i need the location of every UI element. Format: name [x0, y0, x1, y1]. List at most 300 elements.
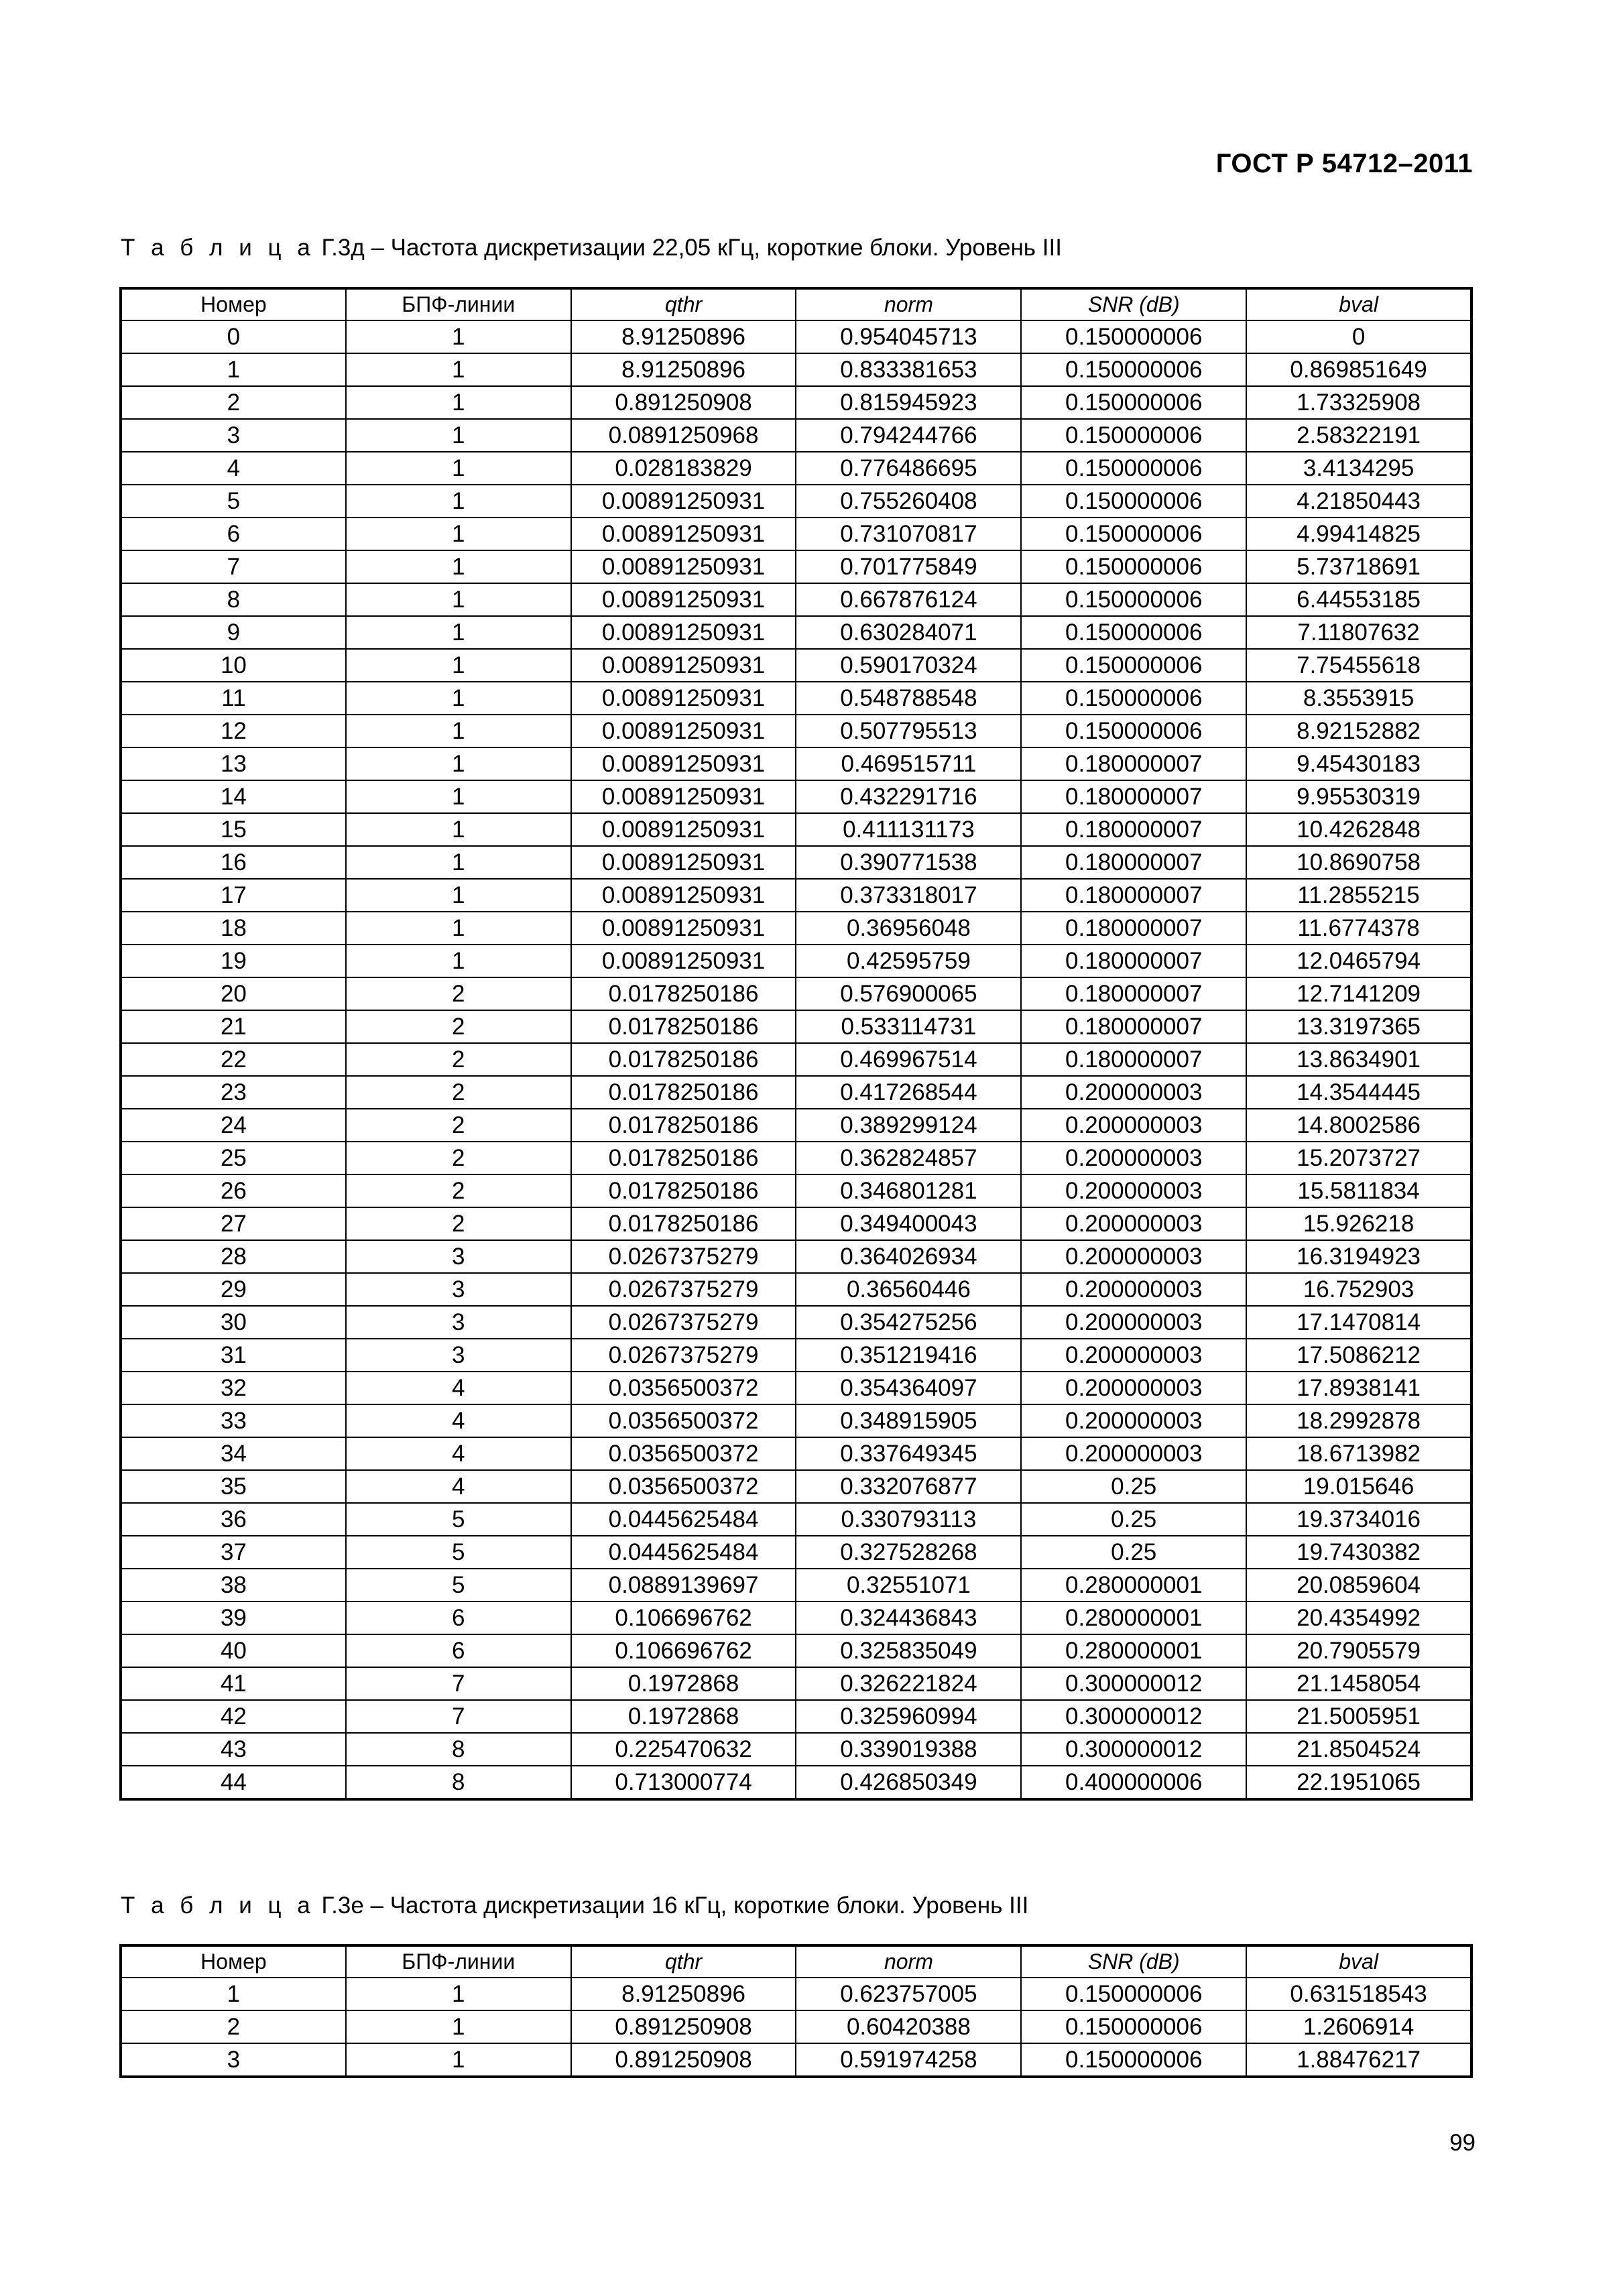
- cell-number: 2: [121, 2010, 346, 2043]
- table-row: [121, 485, 1471, 518]
- cell-norm: 0.590170324: [796, 649, 1021, 682]
- table-row: [121, 1470, 1471, 1503]
- cell-bval: 0.869851649: [1246, 353, 1471, 386]
- cell-bval: 1.88476217: [1246, 2043, 1471, 2077]
- cell-number: 38: [121, 1569, 346, 1602]
- cell-number: 26: [121, 1174, 346, 1207]
- table-row: [121, 682, 1471, 715]
- table-row: [121, 912, 1471, 945]
- cell-number: 4: [121, 452, 346, 485]
- cell-bval: 8.92152882: [1246, 715, 1471, 747]
- table-row: [121, 649, 1471, 682]
- cell-norm: 0.755260408: [796, 485, 1021, 518]
- cell-snr: 0.150000006: [1021, 715, 1246, 747]
- cell-qthr: 0.0267375279: [571, 1240, 796, 1273]
- table2-header-row: [121, 1945, 1471, 1978]
- cell-number: 28: [121, 1240, 346, 1273]
- column-header-bval: bval: [1246, 288, 1471, 320]
- cell-snr: 0.150000006: [1021, 419, 1246, 452]
- cell-qthr: 0.0356500372: [571, 1437, 796, 1470]
- table-g3e: [119, 1944, 1473, 2078]
- cell-snr: 0.150000006: [1021, 616, 1246, 649]
- table-row: [121, 452, 1471, 485]
- cell-bval: 2.58322191: [1246, 419, 1471, 452]
- table-row: [121, 583, 1471, 616]
- cell-qthr: 0.0445625484: [571, 1536, 796, 1569]
- cell-qthr: 0.0356500372: [571, 1470, 796, 1503]
- column-header-snr: SNR (dB): [1021, 288, 1246, 320]
- cell-fft-lines: 1: [346, 747, 571, 780]
- table-row: [121, 320, 1471, 353]
- cell-norm: 0.623757005: [796, 1978, 1021, 2010]
- table1-caption: [121, 235, 1062, 261]
- cell-snr: 0.180000007: [1021, 912, 1246, 945]
- table-row: [121, 386, 1471, 419]
- cell-bval: 0.631518543: [1246, 1978, 1471, 2010]
- cell-fft-lines: 2: [346, 1010, 571, 1043]
- cell-fft-lines: 1: [346, 2043, 571, 2077]
- cell-norm: 0.701775849: [796, 550, 1021, 583]
- cell-qthr: 0.00891250931: [571, 945, 796, 977]
- cell-fft-lines: 1: [346, 386, 571, 419]
- cell-fft-lines: 1: [346, 616, 571, 649]
- cell-norm: 0.354364097: [796, 1372, 1021, 1404]
- cell-norm: 0.630284071: [796, 616, 1021, 649]
- cell-bval: 22.1951065: [1246, 1766, 1471, 1799]
- cell-norm: 0.339019388: [796, 1733, 1021, 1766]
- cell-norm: 0.351219416: [796, 1339, 1021, 1372]
- table-row: [121, 1372, 1471, 1404]
- cell-fft-lines: 2: [346, 1174, 571, 1207]
- cell-bval: 11.6774378: [1246, 912, 1471, 945]
- table1-caption-label: Т а б л и ц а: [121, 235, 315, 261]
- cell-snr: 0.280000001: [1021, 1602, 1246, 1634]
- cell-number: 6: [121, 518, 346, 550]
- cell-qthr: 0.1972868: [571, 1700, 796, 1733]
- cell-fft-lines: 1: [346, 813, 571, 846]
- cell-norm: 0.349400043: [796, 1207, 1021, 1240]
- cell-bval: 7.75455618: [1246, 649, 1471, 682]
- cell-number: 32: [121, 1372, 346, 1404]
- column-header-qthr: qthr: [571, 1945, 796, 1978]
- cell-snr: 0.200000003: [1021, 1076, 1246, 1109]
- cell-qthr: 0.891250908: [571, 2010, 796, 2043]
- cell-bval: 7.11807632: [1246, 616, 1471, 649]
- cell-fft-lines: 5: [346, 1503, 571, 1536]
- table2-caption-text: Г.3е – Частота дискретизации 16 кГц, короткие блоки. Уровень III: [321, 1892, 1029, 1919]
- cell-snr: 0.150000006: [1021, 1978, 1246, 2010]
- cell-bval: 9.45430183: [1246, 747, 1471, 780]
- cell-number: 39: [121, 1602, 346, 1634]
- table-row: [121, 780, 1471, 813]
- cell-fft-lines: 3: [346, 1339, 571, 1372]
- cell-qthr: 0.891250908: [571, 2043, 796, 2077]
- cell-number: 30: [121, 1306, 346, 1339]
- table-row: [121, 1569, 1471, 1602]
- cell-number: 20: [121, 977, 346, 1010]
- cell-norm: 0.373318017: [796, 879, 1021, 912]
- table-row: [121, 1978, 1471, 2010]
- cell-fft-lines: 2: [346, 1109, 571, 1142]
- cell-snr: 0.200000003: [1021, 1306, 1246, 1339]
- cell-fft-lines: 1: [346, 715, 571, 747]
- cell-fft-lines: 7: [346, 1700, 571, 1733]
- cell-bval: 20.4354992: [1246, 1602, 1471, 1634]
- cell-snr: 0.150000006: [1021, 452, 1246, 485]
- cell-bval: 15.2073727: [1246, 1142, 1471, 1174]
- cell-qthr: 0.106696762: [571, 1602, 796, 1634]
- cell-norm: 0.42595759: [796, 945, 1021, 977]
- cell-snr: 0.200000003: [1021, 1142, 1246, 1174]
- cell-bval: 14.3544445: [1246, 1076, 1471, 1109]
- table1-header-row: [121, 288, 1471, 320]
- column-header-fft-lines: БПФ-линии: [346, 288, 571, 320]
- cell-qthr: 8.91250896: [571, 1978, 796, 2010]
- cell-bval: 14.8002586: [1246, 1109, 1471, 1142]
- table-row: [121, 747, 1471, 780]
- cell-qthr: 0.0178250186: [571, 1010, 796, 1043]
- cell-bval: 21.1458054: [1246, 1667, 1471, 1700]
- cell-snr: 0.25: [1021, 1503, 1246, 1536]
- cell-snr: 0.150000006: [1021, 2043, 1246, 2077]
- cell-norm: 0.36956048: [796, 912, 1021, 945]
- cell-norm: 0.794244766: [796, 419, 1021, 452]
- cell-snr: 0.150000006: [1021, 386, 1246, 419]
- cell-number: 22: [121, 1043, 346, 1076]
- cell-bval: 21.8504524: [1246, 1733, 1471, 1766]
- table-row: [121, 1404, 1471, 1437]
- cell-qthr: 0.00891250931: [571, 715, 796, 747]
- column-header-norm: norm: [796, 288, 1021, 320]
- cell-fft-lines: 2: [346, 1142, 571, 1174]
- cell-number: 27: [121, 1207, 346, 1240]
- cell-number: 0: [121, 320, 346, 353]
- cell-norm: 0.731070817: [796, 518, 1021, 550]
- cell-snr: 0.150000006: [1021, 518, 1246, 550]
- cell-snr: 0.180000007: [1021, 977, 1246, 1010]
- cell-norm: 0.362824857: [796, 1142, 1021, 1174]
- cell-fft-lines: 2: [346, 1207, 571, 1240]
- cell-qthr: 0.00891250931: [571, 813, 796, 846]
- cell-snr: 0.150000006: [1021, 583, 1246, 616]
- cell-fft-lines: 7: [346, 1667, 571, 1700]
- cell-snr: 0.180000007: [1021, 780, 1246, 813]
- document-id: ГОСТ Р 54712–2011: [1215, 149, 1473, 178]
- cell-qthr: 0.0267375279: [571, 1273, 796, 1306]
- cell-fft-lines: 1: [346, 320, 571, 353]
- cell-fft-lines: 6: [346, 1634, 571, 1667]
- cell-fft-lines: 1: [346, 583, 571, 616]
- cell-bval: 17.1470814: [1246, 1306, 1471, 1339]
- cell-norm: 0.325960994: [796, 1700, 1021, 1733]
- cell-norm: 0.364026934: [796, 1240, 1021, 1273]
- cell-bval: 19.7430382: [1246, 1536, 1471, 1569]
- cell-norm: 0.417268544: [796, 1076, 1021, 1109]
- cell-norm: 0.815945923: [796, 386, 1021, 419]
- column-header-fft-lines: БПФ-линии: [346, 1945, 571, 1978]
- column-header-snr: SNR (dB): [1021, 1945, 1246, 1978]
- cell-snr: 0.200000003: [1021, 1339, 1246, 1372]
- table-row: [121, 1766, 1471, 1799]
- cell-fft-lines: 5: [346, 1569, 571, 1602]
- cell-norm: 0.60420388: [796, 2010, 1021, 2043]
- table2-body: [121, 1978, 1471, 2077]
- cell-number: 8: [121, 583, 346, 616]
- cell-norm: 0.337649345: [796, 1437, 1021, 1470]
- cell-number: 3: [121, 2043, 346, 2077]
- cell-qthr: 0.0889139697: [571, 1569, 796, 1602]
- cell-snr: 0.400000006: [1021, 1766, 1246, 1799]
- table2-caption-label: Т а б л и ц а: [121, 1892, 315, 1919]
- cell-number: 2: [121, 386, 346, 419]
- cell-snr: 0.180000007: [1021, 813, 1246, 846]
- cell-bval: 17.8938141: [1246, 1372, 1471, 1404]
- table-row: [121, 1634, 1471, 1667]
- cell-number: 40: [121, 1634, 346, 1667]
- table-row: [121, 2010, 1471, 2043]
- cell-qthr: 0.0178250186: [571, 1207, 796, 1240]
- table-row: [121, 813, 1471, 846]
- cell-qthr: 0.0356500372: [571, 1372, 796, 1404]
- cell-qthr: 0.00891250931: [571, 879, 796, 912]
- cell-norm: 0.389299124: [796, 1109, 1021, 1142]
- table-row: [121, 353, 1471, 386]
- column-header-norm: norm: [796, 1945, 1021, 1978]
- cell-qthr: 0.00891250931: [571, 912, 796, 945]
- cell-bval: 13.8634901: [1246, 1043, 1471, 1076]
- cell-fft-lines: 4: [346, 1437, 571, 1470]
- cell-qthr: 0.0178250186: [571, 1174, 796, 1207]
- cell-qthr: 0.0178250186: [571, 1076, 796, 1109]
- cell-number: 25: [121, 1142, 346, 1174]
- cell-snr: 0.150000006: [1021, 485, 1246, 518]
- cell-norm: 0.548788548: [796, 682, 1021, 715]
- cell-number: 9: [121, 616, 346, 649]
- cell-qthr: 0.00891250931: [571, 682, 796, 715]
- cell-qthr: 0.0356500372: [571, 1404, 796, 1437]
- cell-number: 36: [121, 1503, 346, 1536]
- cell-norm: 0.348915905: [796, 1404, 1021, 1437]
- cell-bval: 0: [1246, 320, 1471, 353]
- cell-number: 19: [121, 945, 346, 977]
- cell-number: 44: [121, 1766, 346, 1799]
- cell-number: 16: [121, 846, 346, 879]
- cell-number: 1: [121, 353, 346, 386]
- cell-bval: 12.0465794: [1246, 945, 1471, 977]
- cell-number: 18: [121, 912, 346, 945]
- cell-number: 14: [121, 780, 346, 813]
- cell-norm: 0.327528268: [796, 1536, 1021, 1569]
- table-row: [121, 616, 1471, 649]
- cell-number: 42: [121, 1700, 346, 1733]
- cell-norm: 0.326221824: [796, 1667, 1021, 1700]
- table-row: [121, 1602, 1471, 1634]
- cell-snr: 0.180000007: [1021, 879, 1246, 912]
- cell-fft-lines: 4: [346, 1470, 571, 1503]
- cell-norm: 0.32551071: [796, 1569, 1021, 1602]
- cell-fft-lines: 6: [346, 1602, 571, 1634]
- cell-bval: 19.3734016: [1246, 1503, 1471, 1536]
- cell-number: 1: [121, 1978, 346, 2010]
- table-row: [121, 550, 1471, 583]
- cell-qthr: 0.00891250931: [571, 780, 796, 813]
- table-row: [121, 1503, 1471, 1536]
- cell-qthr: 0.00891250931: [571, 747, 796, 780]
- cell-fft-lines: 1: [346, 550, 571, 583]
- cell-norm: 0.346801281: [796, 1174, 1021, 1207]
- cell-snr: 0.200000003: [1021, 1240, 1246, 1273]
- cell-snr: 0.300000012: [1021, 1667, 1246, 1700]
- cell-norm: 0.833381653: [796, 353, 1021, 386]
- cell-number: 5: [121, 485, 346, 518]
- cell-snr: 0.200000003: [1021, 1207, 1246, 1240]
- cell-fft-lines: 1: [346, 353, 571, 386]
- cell-bval: 3.4134295: [1246, 452, 1471, 485]
- cell-norm: 0.354275256: [796, 1306, 1021, 1339]
- cell-fft-lines: 1: [346, 1978, 571, 2010]
- cell-qthr: 0.028183829: [571, 452, 796, 485]
- cell-fft-lines: 1: [346, 846, 571, 879]
- cell-norm: 0.330793113: [796, 1503, 1021, 1536]
- cell-number: 24: [121, 1109, 346, 1142]
- cell-fft-lines: 1: [346, 682, 571, 715]
- cell-qthr: 0.0891250968: [571, 419, 796, 452]
- table-g3d: [119, 287, 1473, 1801]
- cell-bval: 20.7905579: [1246, 1634, 1471, 1667]
- table1-caption-text: Г.3д – Частота дискретизации 22,05 кГц, короткие блоки. Уровень III: [321, 235, 1062, 261]
- cell-bval: 19.015646: [1246, 1470, 1471, 1503]
- cell-snr: 0.180000007: [1021, 747, 1246, 780]
- table-row: [121, 419, 1471, 452]
- cell-fft-lines: 1: [346, 649, 571, 682]
- cell-snr: 0.150000006: [1021, 550, 1246, 583]
- cell-norm: 0.432291716: [796, 780, 1021, 813]
- cell-number: 13: [121, 747, 346, 780]
- table-row: [121, 1240, 1471, 1273]
- cell-number: 31: [121, 1339, 346, 1372]
- cell-norm: 0.411131173: [796, 813, 1021, 846]
- cell-norm: 0.469967514: [796, 1043, 1021, 1076]
- cell-norm: 0.390771538: [796, 846, 1021, 879]
- cell-fft-lines: 4: [346, 1372, 571, 1404]
- cell-bval: 16.3194923: [1246, 1240, 1471, 1273]
- table-row: [121, 1043, 1471, 1076]
- cell-qthr: 8.91250896: [571, 353, 796, 386]
- cell-bval: 15.926218: [1246, 1207, 1471, 1240]
- cell-fft-lines: 2: [346, 1076, 571, 1109]
- cell-qthr: 0.0178250186: [571, 1109, 796, 1142]
- cell-fft-lines: 1: [346, 419, 571, 452]
- cell-fft-lines: 2: [346, 977, 571, 1010]
- cell-bval: 15.5811834: [1246, 1174, 1471, 1207]
- cell-fft-lines: 1: [346, 452, 571, 485]
- cell-snr: 0.280000001: [1021, 1634, 1246, 1667]
- cell-number: 29: [121, 1273, 346, 1306]
- cell-fft-lines: 8: [346, 1766, 571, 1799]
- cell-snr: 0.180000007: [1021, 1043, 1246, 1076]
- cell-qthr: 0.713000774: [571, 1766, 796, 1799]
- table-row: [121, 715, 1471, 747]
- table-row: [121, 1306, 1471, 1339]
- cell-qthr: 0.00891250931: [571, 550, 796, 583]
- column-header-bval: bval: [1246, 1945, 1471, 1978]
- cell-bval: 9.95530319: [1246, 780, 1471, 813]
- cell-bval: 16.752903: [1246, 1273, 1471, 1306]
- cell-bval: 4.99414825: [1246, 518, 1471, 550]
- cell-qthr: 0.00891250931: [571, 485, 796, 518]
- cell-snr: 0.25: [1021, 1536, 1246, 1569]
- table-row: [121, 2043, 1471, 2077]
- cell-qthr: 0.00891250931: [571, 846, 796, 879]
- cell-qthr: 0.00891250931: [571, 616, 796, 649]
- table-row: [121, 1667, 1471, 1700]
- table-row: [121, 1142, 1471, 1174]
- cell-number: 34: [121, 1437, 346, 1470]
- cell-qthr: 0.00891250931: [571, 518, 796, 550]
- column-header-qthr: qthr: [571, 288, 796, 320]
- cell-fft-lines: 3: [346, 1240, 571, 1273]
- table-row: [121, 1437, 1471, 1470]
- cell-fft-lines: 2: [346, 1043, 571, 1076]
- cell-norm: 0.954045713: [796, 320, 1021, 353]
- cell-norm: 0.332076877: [796, 1470, 1021, 1503]
- cell-qthr: 0.0267375279: [571, 1339, 796, 1372]
- cell-fft-lines: 3: [346, 1306, 571, 1339]
- table1-body: [121, 320, 1471, 1799]
- cell-bval: 4.21850443: [1246, 485, 1471, 518]
- table-row: [121, 1109, 1471, 1142]
- cell-number: 33: [121, 1404, 346, 1437]
- cell-norm: 0.667876124: [796, 583, 1021, 616]
- cell-bval: 12.7141209: [1246, 977, 1471, 1010]
- cell-qthr: 0.0178250186: [571, 1043, 796, 1076]
- cell-qthr: 0.1972868: [571, 1667, 796, 1700]
- cell-qthr: 0.00891250931: [571, 649, 796, 682]
- cell-snr: 0.180000007: [1021, 1010, 1246, 1043]
- table-row: [121, 1273, 1471, 1306]
- cell-fft-lines: 1: [346, 518, 571, 550]
- cell-bval: 10.4262848: [1246, 813, 1471, 846]
- cell-number: 23: [121, 1076, 346, 1109]
- cell-qthr: 0.00891250931: [571, 583, 796, 616]
- table2-caption: [121, 1892, 1028, 1919]
- table-row: [121, 1174, 1471, 1207]
- cell-snr: 0.180000007: [1021, 945, 1246, 977]
- cell-snr: 0.200000003: [1021, 1372, 1246, 1404]
- cell-fft-lines: 1: [346, 485, 571, 518]
- cell-fft-lines: 3: [346, 1273, 571, 1306]
- table-row: [121, 1536, 1471, 1569]
- cell-snr: 0.200000003: [1021, 1273, 1246, 1306]
- cell-qthr: 8.91250896: [571, 320, 796, 353]
- cell-bval: 5.73718691: [1246, 550, 1471, 583]
- cell-qthr: 0.225470632: [571, 1733, 796, 1766]
- cell-snr: 0.200000003: [1021, 1109, 1246, 1142]
- table-row: [121, 1733, 1471, 1766]
- cell-snr: 0.180000007: [1021, 846, 1246, 879]
- cell-number: 43: [121, 1733, 346, 1766]
- cell-fft-lines: 1: [346, 912, 571, 945]
- cell-number: 11: [121, 682, 346, 715]
- cell-qthr: 0.0178250186: [571, 1142, 796, 1174]
- cell-snr: 0.200000003: [1021, 1437, 1246, 1470]
- cell-snr: 0.300000012: [1021, 1700, 1246, 1733]
- table-row: [121, 945, 1471, 977]
- cell-snr: 0.150000006: [1021, 649, 1246, 682]
- cell-qthr: 0.0445625484: [571, 1503, 796, 1536]
- table-row: [121, 977, 1471, 1010]
- cell-bval: 17.5086212: [1246, 1339, 1471, 1372]
